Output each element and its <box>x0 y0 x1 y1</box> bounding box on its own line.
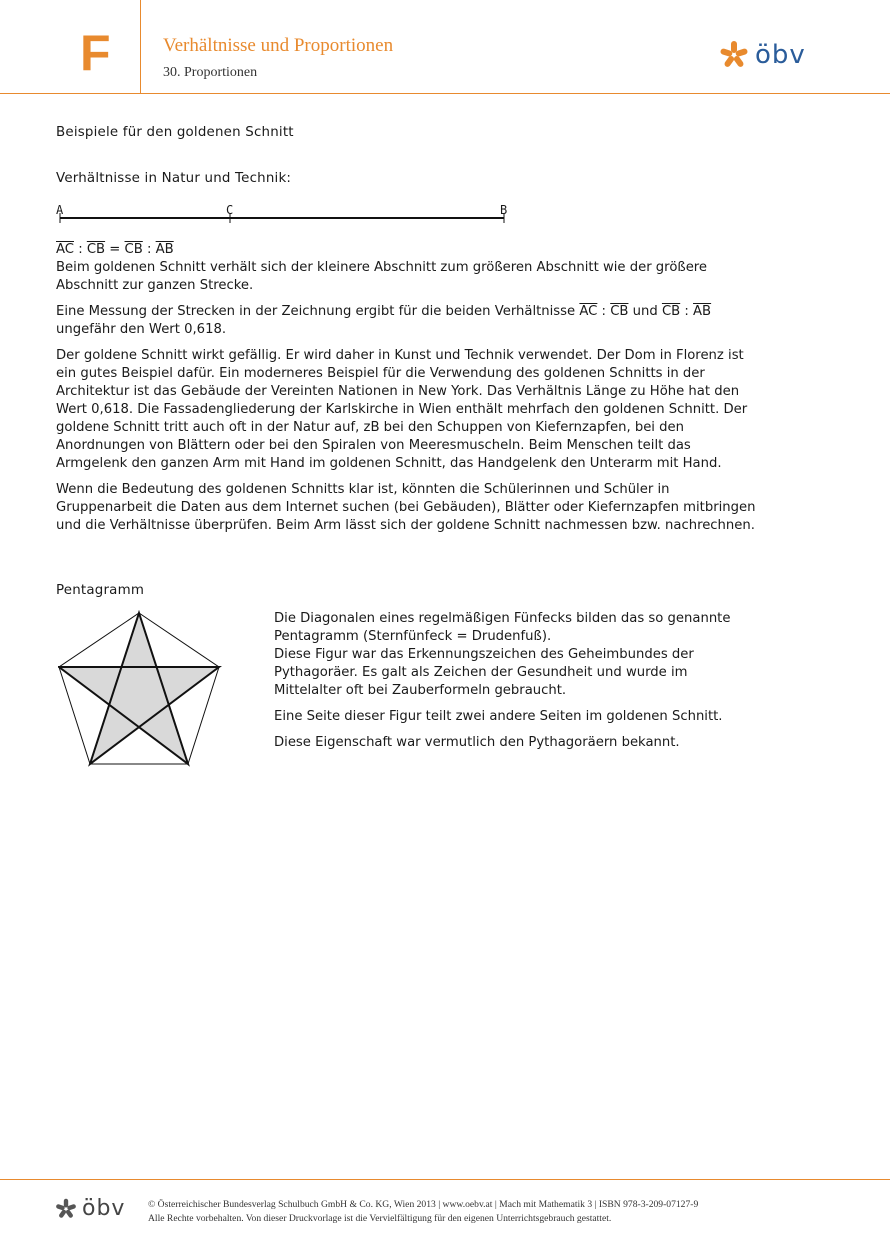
logo-text: öbv <box>755 40 806 70</box>
ratio-formula <box>56 241 756 259</box>
natur-heading: Verhältnisse in Natur und Technik: <box>56 171 292 186</box>
footer-logo <box>55 1196 125 1221</box>
paragraph-measure <box>56 303 756 339</box>
segment-cb: $\overline{CB}$ <box>610 304 629 319</box>
formula-sep: : <box>74 242 87 257</box>
golden-section-line <box>56 200 516 226</box>
pentagram-text-block <box>274 610 744 752</box>
text: Eine Messung der Strecken in der Zeichnung ergibt für die beiden Verhältnisse <box>56 304 580 319</box>
formula-sep: : <box>142 242 156 257</box>
natur-text-block <box>56 241 756 535</box>
footer-divider <box>0 1179 890 1180</box>
point-c-label: C <box>226 203 234 217</box>
pentagram-figure <box>58 610 224 768</box>
page-title: Verhältnisse und Proportionen <box>163 35 394 56</box>
segment-ab: $\overline{AB}$ <box>693 304 712 319</box>
point-b-label: B <box>500 203 508 217</box>
segment-cb: $\overline{CB}$ <box>86 242 106 257</box>
paragraph: Diese Figur war das Erkennungszeichen des Geheimbundes der Pythagoräer. Es galt als Zeichen der Gesundheit und wurde im Mittelalter oft bei Zauberformeln gebraucht. <box>274 647 694 698</box>
paragraph: Beim goldenen Schnitt verhält sich der kleinere Abschnitt zum größeren Abschnitt wie der größere Abschnitt zur ganzen Strecke. <box>56 260 708 293</box>
pentagram-heading: Pentagramm <box>56 583 145 598</box>
star-logo-icon <box>55 1198 77 1220</box>
publisher-logo <box>719 40 806 70</box>
segment-ac: $\overline{AC}$ <box>56 242 74 257</box>
text: ungefähr den Wert 0,618. <box>56 322 227 337</box>
section-title: Beispiele für den goldenen Schnitt <box>56 125 294 140</box>
text: : <box>597 304 611 319</box>
point-a-label: A <box>56 203 64 217</box>
paragraph: Der goldene Schnitt wirkt gefällig. Er wird daher in Kunst und Technik verwendet. Der Dom in Florenz ist ein gutes Beispiel dafür. Ein moderneres Beispiel für die Verwendung des goldenen Schnitts in der Architektur ist das Gebäude der Vereinten Nationen in New York. Das Verhältnis Länge zu Höhe hat den Wert 0,618. Die Fassadengliederung der Karlskirche in Wien enthält mehrfach den goldenen Schnitt. Der goldene Schnitt tritt auch oft in der Natur auf, zB bei den Schuppen von Kiefernzapfen, bei den Anordnungen von Blättern oder bei den Spiralen von Meeresmuscheln. Beim Menschen teilt das Armgelenk den ganzen Arm mit Hand im goldenen Schnitt, das Handgelenk den Unterarm mit Hand. <box>56 348 748 471</box>
paragraph: Wenn die Bedeutung des goldenen Schnitts klar ist, könnten die Schülerinnen und Schüler in Gruppenarbeit die Daten aus dem Internet suchen (bei Gebäuden), Blätter oder Kiefernzapfen mitbringen und die Verhältnisse überprüfen. Beim Arm lässt sich der goldene Schnitt nachmessen bzw. nachrechnen. <box>56 482 756 533</box>
segment-ac: $\overline{AC}$ <box>579 304 598 319</box>
text: : <box>680 304 694 319</box>
segment-ab: $\overline{AB}$ <box>155 242 174 257</box>
paragraph: Eine Seite dieser Figur teilt zwei andere Seiten im goldenen Schnitt. <box>274 709 723 724</box>
header-divider-vertical <box>140 0 141 94</box>
page-subtitle: 30. Proportionen <box>163 65 258 80</box>
segment-cb: $\overline{CB}$ <box>661 304 681 319</box>
footer-line-2: Alle Rechte vorbehalten. Von dieser Druckvorlage ist die Vervielfältigung für den eigenen Unterrichtsgebrauch gestattet. <box>148 1213 612 1224</box>
logo-text: öbv <box>82 1196 126 1221</box>
paragraph: Die Diagonalen eines regelmäßigen Fünfecks bilden das so genannte Pentagramm (Sternfünfeck = Drudenfuß). <box>274 611 731 644</box>
segment-cb: $\overline{CB}$ <box>124 242 143 257</box>
text: und <box>628 304 662 319</box>
star-logo-icon <box>719 40 749 70</box>
footer-copyright <box>148 1198 698 1226</box>
header-divider <box>0 93 890 94</box>
paragraph: Diese Eigenschaft war vermutlich den Pythagoräern bekannt. <box>274 735 680 750</box>
chapter-letter: F <box>80 25 111 81</box>
formula-eq: = <box>105 242 125 257</box>
footer-line-1: © Österreichischer Bundesverlag Schulbuch GmbH & Co. KG, Wien 2013 | www.oebv.at | Mach mit Mathematik 3 | ISBN 978-3-209-07127-9 <box>148 1199 699 1210</box>
